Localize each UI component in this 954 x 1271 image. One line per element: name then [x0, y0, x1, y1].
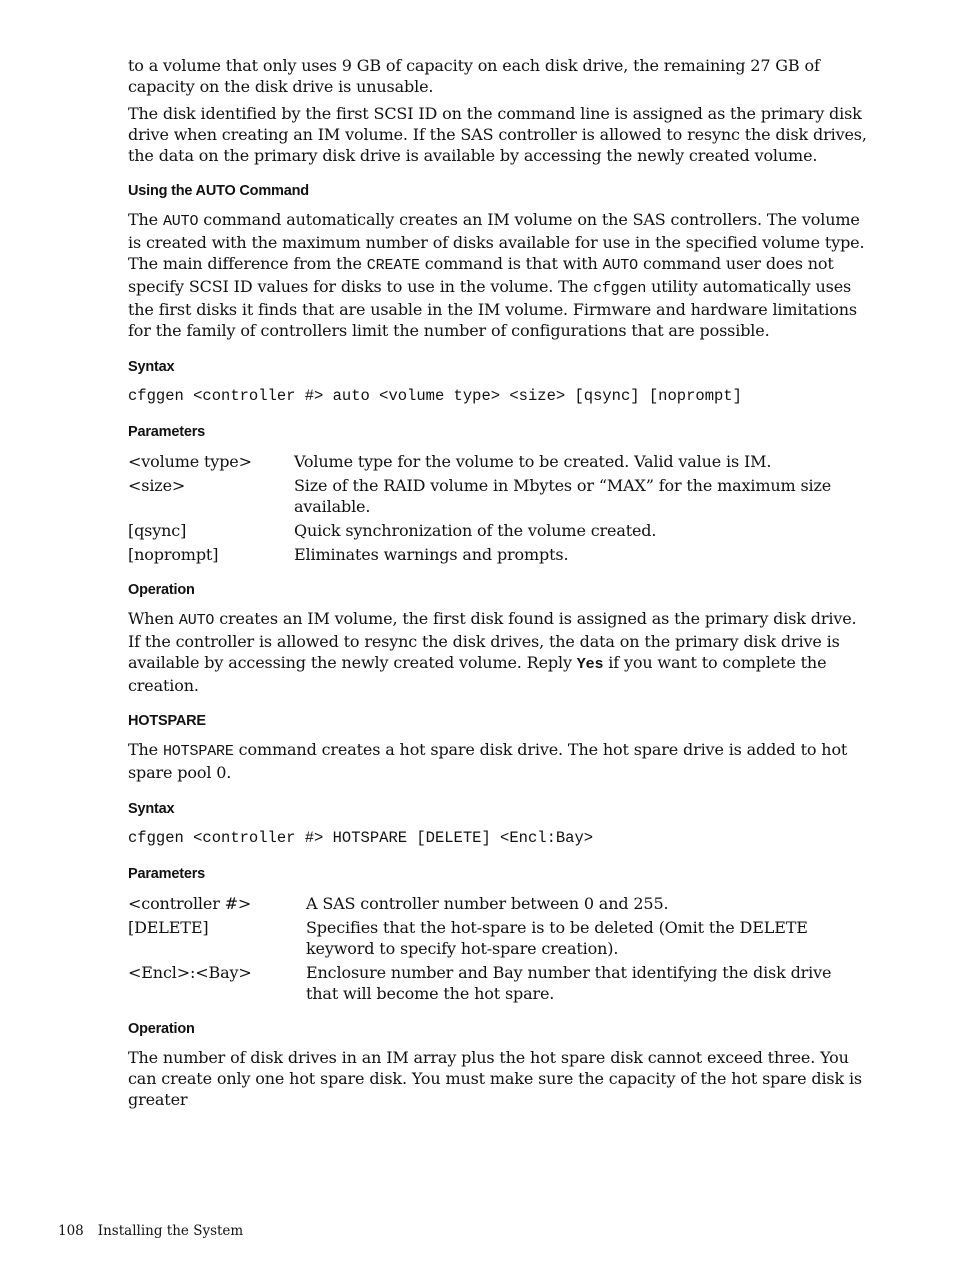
param-row: [128, 893, 868, 914]
hotspare-parameters-table: [128, 893, 868, 1004]
param-name: <volume type>: [128, 452, 252, 471]
hotspare-parameters-heading: Parameters: [128, 866, 205, 882]
hotspare-description: The HOTSPARE command creates a hot spare disk drive. The hot spare drive is added to hot spare pool 0.: [128, 740, 848, 782]
code-create: CREATE: [366, 257, 420, 274]
param-row: [128, 520, 868, 541]
hotspare-operation-heading: Operation: [128, 1021, 195, 1037]
param-row: [128, 544, 868, 565]
param-name: [noprompt]: [128, 545, 219, 564]
code-auto: AUTO: [602, 257, 639, 274]
page-content: [128, 55, 868, 1110]
hotspare-syntax-heading: Syntax: [128, 801, 175, 817]
param-row: [128, 962, 868, 1004]
param-name: [qsync]: [128, 521, 187, 540]
auto-operation-text: When AUTO creates an IM volume, the first disk found is assigned as the primary disk drive. If the controller is allowed to resync the disk drives, the data on the primary disk drive is available by accessing the newly created volume. Reply Yes if you want to complete the creation.: [128, 609, 857, 695]
code-hotspare: HOTSPARE: [162, 743, 234, 760]
auto-parameters-heading: Parameters: [128, 424, 205, 440]
page-footer: [58, 1222, 243, 1240]
param-name: <controller #>: [128, 894, 252, 913]
footer-section-title: Installing the System: [97, 1223, 244, 1239]
auto-command-heading: Using the AUTO Command: [128, 183, 309, 199]
auto-description: The AUTO command automatically creates an IM volume on the SAS controllers. The volume is created with the maximum number of disks available for use in the specified volume type. The main difference from the CREATE command is that with AUTO command user does not specify SCSI ID values for disks to use in the volume. The cfggen utility automatically uses the first disks it finds that are usable in the IM volume. Firmware and hardware limitations for the family of controllers limit the number of configurations that are possible.: [128, 210, 865, 340]
param-desc: Eliminates warnings and prompts.: [294, 545, 569, 564]
param-row: [128, 451, 868, 472]
code-yes: Yes: [576, 656, 604, 673]
auto-parameters-table: [128, 451, 868, 565]
param-desc: A SAS controller number between 0 and 255.: [306, 894, 669, 913]
param-row: [128, 475, 868, 517]
hotspare-operation-text: The number of disk drives in an IM array plus the hot spare disk cannot exceed three. You can create only one hot spare disk. You must make sure the capacity of the hot spare disk is greater: [128, 1048, 862, 1109]
hotspare-syntax-code: cfggen <controller #> HOTSPARE [DELETE] <Encl:Bay>: [128, 829, 594, 847]
intro-paragraph-2: The disk identified by the first SCSI ID on the command line is assigned as the primary disk drive when creating an IM volume. If the SAS controller is allowed to resync the disk drives, the data on the primary disk drive is available by accessing the newly created volume.: [128, 104, 867, 165]
code-cfggen: cfggen: [593, 280, 647, 297]
param-desc: Size of the RAID volume in Mbytes or “MAX” for the maximum size available.: [294, 476, 832, 516]
auto-operation-heading: Operation: [128, 582, 195, 598]
param-desc: Enclosure number and Bay number that identifying the disk drive that will become the hot spare.: [306, 963, 832, 1003]
auto-syntax-code: cfggen <controller #> auto <volume type> <size> [qsync] [noprompt]: [128, 387, 742, 405]
param-name: [DELETE]: [128, 918, 209, 937]
code-auto: AUTO: [178, 612, 215, 629]
code-auto: AUTO: [162, 213, 199, 230]
hotspare-heading: HOTSPARE: [128, 713, 206, 729]
param-desc: Volume type for the volume to be created. Valid value is IM.: [294, 452, 772, 471]
page-number: 108: [58, 1223, 84, 1239]
param-desc: Quick synchronization of the volume created.: [294, 521, 657, 540]
param-name: <size>: [128, 476, 186, 495]
param-name: <Encl>:<Bay>: [128, 963, 252, 982]
param-desc: Specifies that the hot-spare is to be deleted (Omit the DELETE keyword to specify hot-spare creation).: [306, 918, 808, 958]
intro-paragraph-1: to a volume that only uses 9 GB of capacity on each disk drive, the remaining 27 GB of capacity on the disk drive is unusable.: [128, 56, 820, 96]
auto-syntax-heading: Syntax: [128, 359, 175, 375]
param-row: [128, 917, 868, 959]
